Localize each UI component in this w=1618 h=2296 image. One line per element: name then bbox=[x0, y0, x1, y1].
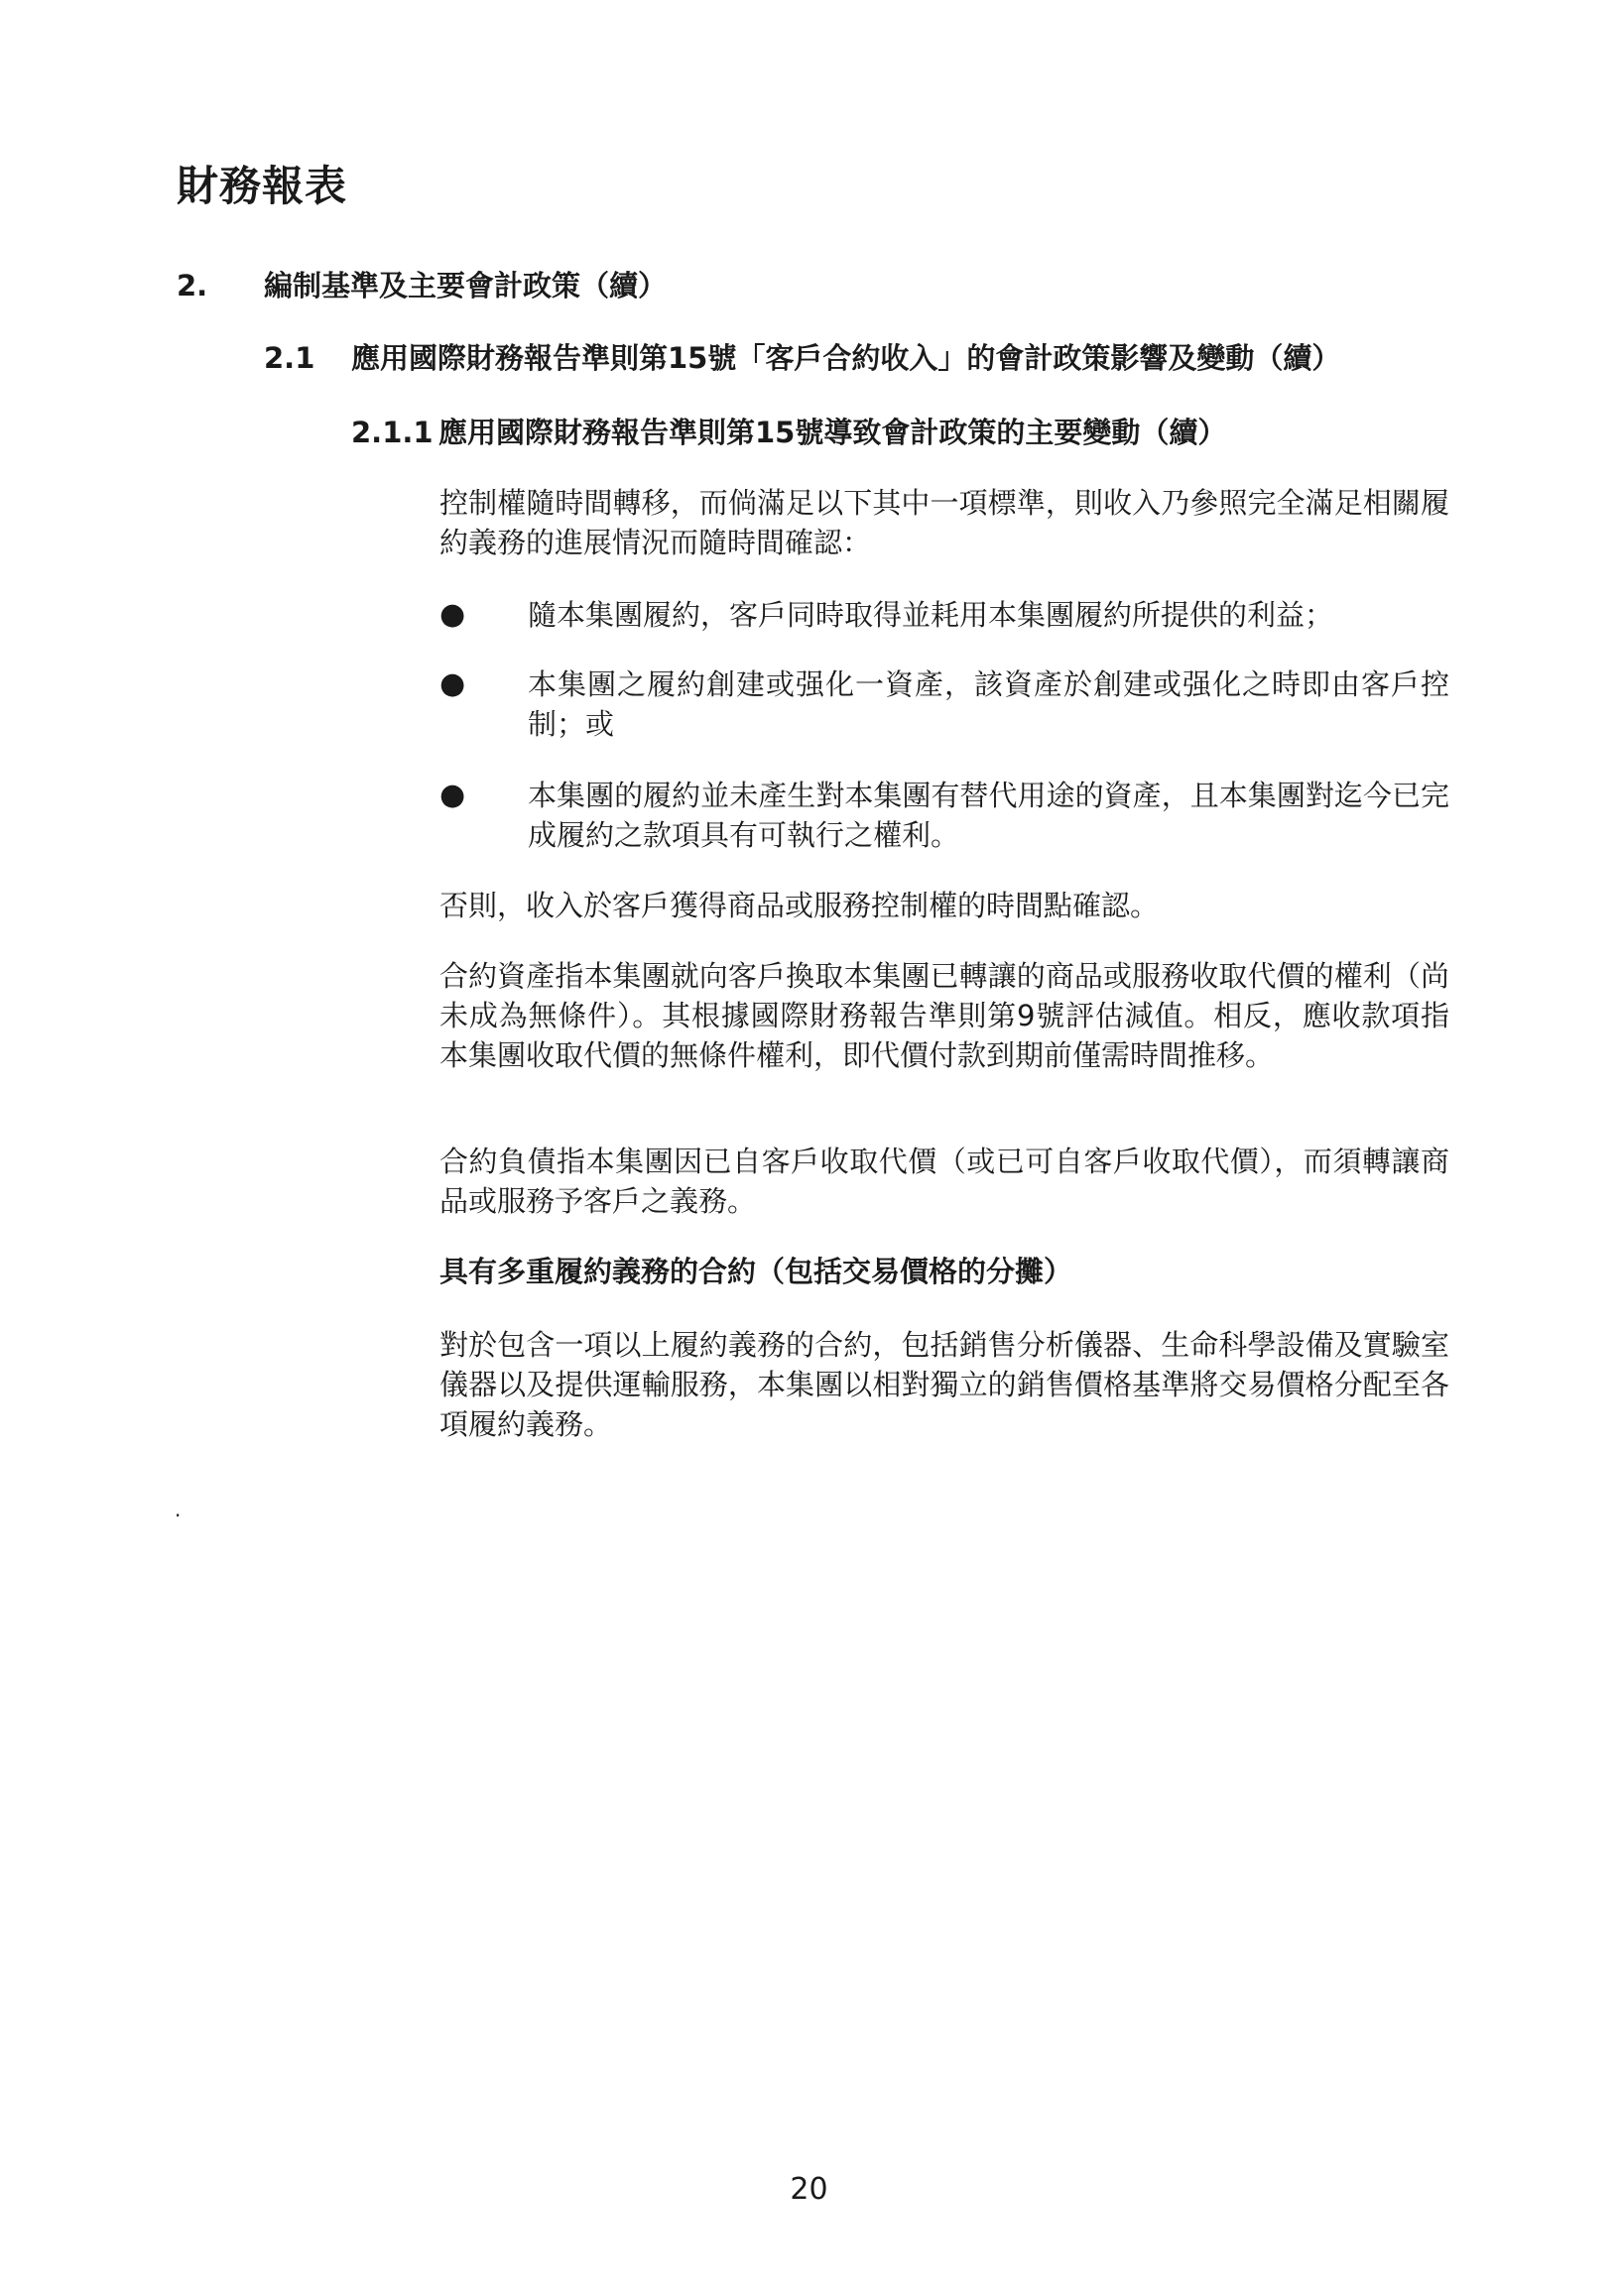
page-number: 20 bbox=[790, 2172, 828, 2207]
page-title: 財務報表 bbox=[177, 162, 348, 210]
bullet-symbol: ● bbox=[439, 666, 466, 701]
paragraph-control-over-time: 控制權隨時間轉移，而倘滿足以下其中一項標準，則收入乃參照完全滿足相關履約義務的進展情況而隨時間確認： bbox=[439, 486, 1449, 559]
subsection-title: 應用國際財務報告準則第15號「客戶合約收入」的會計政策影響及變動（續） bbox=[351, 341, 1341, 375]
section-title: 編制基準及主要會計政策（續） bbox=[264, 269, 668, 302]
bullet-symbol: ● bbox=[439, 597, 466, 632]
stray-mark: . bbox=[175, 1498, 182, 1521]
bullet-item: 隨本集團履約，客戶同時取得並耗用本集團履約所提供的利益； bbox=[528, 598, 1334, 632]
paragraph-multiple-obligations: 對於包含一項以上履約義務的合約，包括銷售分析儀器、生命科學設備及實驗室儀器以及提供運輸服務，本集團以相對獨立的銷售價格基準將交易價格分配至各項履約義務。 bbox=[439, 1328, 1449, 1441]
paragraph-contract-assets: 合約資產指本集團就向客戶換取本集團已轉讓的商品或服務收取代價的權利（尚未成為無條件）。其根據國際財務報告準則第9號評估減值。相反，應收款項指本集團收取代價的無條件權利，即代價付款到期前僅需時間推移。 bbox=[439, 959, 1449, 1072]
bullet-item: 本集團之履約創建或强化一資產，該資產於創建或强化之時即由客戶控制；或 bbox=[528, 667, 1449, 741]
heading-multiple-obligations: 具有多重履約義務的合約（包括交易價格的分攤） bbox=[439, 1255, 1073, 1288]
subsubsection-number: 2.1.1 bbox=[351, 416, 434, 449]
subsection-number: 2.1 bbox=[264, 341, 315, 375]
bullet-item: 本集團的履約並未產生對本集團有替代用途的資產，且本集團對迄今已完成履約之款項具有可執行之權利。 bbox=[528, 779, 1449, 852]
bullet-symbol: ● bbox=[439, 778, 466, 812]
paragraph-otherwise: 否則，收入於客戶獲得商品或服務控制權的時間點確認。 bbox=[439, 889, 1160, 922]
subsubsection-title: 應用國際財務報告準則第15號導致會計政策的主要變動（續） bbox=[438, 416, 1227, 449]
section-number: 2. bbox=[177, 269, 208, 302]
paragraph-contract-liabilities: 合約負債指本集團因已自客戶收取代價（或已可自客戶收取代價），而須轉讓商品或服務予客戶之義務。 bbox=[439, 1145, 1449, 1218]
